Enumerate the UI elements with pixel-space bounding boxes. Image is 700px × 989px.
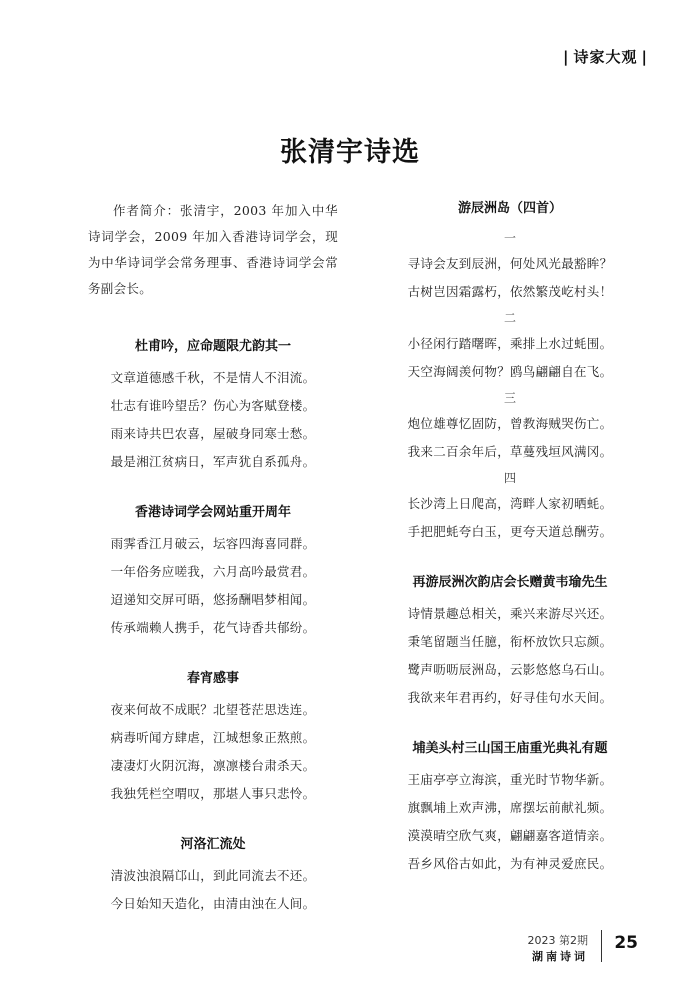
poem-line: 王庙亭亭立海滨，重光时节物华新。 (407, 772, 613, 787)
poem-title: 游辰洲岛（四首） (457, 201, 562, 216)
poem-line: 病毒听闻方肆虐，江城想象正熬煎。 (110, 730, 316, 745)
page-title: 张清宇诗选 (280, 137, 420, 168)
magazine-name: 湖南诗词 (532, 950, 588, 963)
poem-title: 香港诗词学会网站重开周年 (134, 505, 291, 520)
poem-line: 炮位雄尊忆固防，曾教海贼哭伤亡。 (407, 416, 613, 431)
issue-label: 2023 第2期 (527, 934, 588, 947)
poem-line: 凄凄灯火阴沉海，凛凛楼台肃杀天。 (110, 758, 316, 773)
section-label: 诗家大观 (573, 48, 638, 66)
poem-line: 古树岂因霜露朽，依然繁茂屹村头！ (407, 284, 613, 299)
tag-bar-left: | (563, 48, 570, 66)
page-footer (0, 924, 700, 964)
poem-title: 再游辰洲次韵店会长赠黄韦瑜先生 (412, 575, 608, 590)
poem-line: 鹭声呖呖辰洲岛，云影悠悠乌石山。 (407, 662, 613, 677)
poem-line: 传承端赖人携手，花气诗香共郁纷。 (110, 620, 316, 635)
tag-bar-right: | (641, 48, 648, 66)
footer-divider (601, 930, 602, 962)
poem-title: 河洛汇流处 (180, 837, 246, 852)
stanza-number: 一 (503, 231, 516, 245)
page-number: 25 (614, 933, 638, 953)
poem (88, 668, 338, 808)
stanza-number: 四 (503, 471, 516, 485)
poem-line: 漠漠晴空欣气爽，翩翩嘉客道情亲。 (407, 828, 613, 843)
poem-line: 吾乡风俗古如此，为有神灵爱庶民。 (407, 856, 613, 871)
poem-series (385, 198, 635, 546)
poem-line: 秉笔留题当任臆，衔杯放饮只忘颜。 (407, 634, 613, 649)
poem-line: 夜来何故不成眠？北望苍茫思迭连。 (110, 702, 316, 717)
poem-line: 我来二百余年后，草蔓残垣风满冈。 (407, 444, 613, 459)
right-column (385, 198, 635, 904)
poem (385, 738, 635, 878)
poem-line: 诗情景趣总相关，乘兴来游尽兴还。 (407, 606, 613, 621)
poem (88, 834, 338, 918)
poem-line: 今日始知天造化，由清由浊在人间。 (110, 896, 316, 911)
poem-line: 壮志有谁吟望岳？伤心为客赋登楼。 (110, 398, 316, 413)
poem-line: 文章道德感千秋，不是情人不泪流。 (110, 370, 316, 385)
poem-title: 杜甫吟，应命题限尤韵其一 (134, 339, 291, 354)
poem-line: 小径闲行踏曙晖，乘排上水过蚝围。 (407, 336, 613, 351)
poem-line: 一年俗务应嗟我，六月高吟最赏君。 (110, 564, 316, 579)
poem-title: 埔美头村三山国王庙重光典礼有题 (412, 741, 608, 756)
poem-line: 长沙湾上日爬高，湾畔人家初晒蚝。 (407, 496, 613, 511)
poem-title: 春宵感事 (186, 671, 239, 686)
poem-line: 我独凭栏空喟叹，那堪人事只悲怜。 (110, 786, 316, 801)
poem-line: 寻诗会友到辰洲，何处风光最豁眸？ (407, 256, 613, 271)
poem-line: 天空海阔羡何物？鸥鸟翩翩自在飞。 (407, 364, 613, 379)
stanza-number: 三 (503, 391, 516, 405)
poem-line: 手把肥蚝夸白玉，更夸天道总酬劳。 (407, 524, 613, 539)
author-intro: 作者简介：张清宇，2003 年加入中华诗词学会，2009 年加入香港诗词学会，现为中华诗词学会常务理事、香港诗词学会常务副会长。 (88, 203, 338, 296)
stanza-number: 二 (503, 311, 516, 325)
poem-line: 迢递知交屏可晤，悠扬酬唱梦相闻。 (110, 592, 316, 607)
poem-line: 最是湘江贫病日，军声犹自系孤舟。 (110, 454, 316, 469)
poem-line: 雨霁香江月破云，坛容四海喜同群。 (110, 536, 316, 551)
poem-line: 雨来诗共巴农喜，屋破身同寒士愁。 (110, 426, 316, 441)
poem-line: 旗飘埔上欢声沸，席摆坛前献礼频。 (407, 800, 613, 815)
section-tag (559, 46, 652, 67)
poem-line: 清波浊浪隔邙山，到此同流去不还。 (110, 868, 316, 883)
poem (385, 572, 635, 712)
poem (88, 502, 338, 642)
left-column (88, 198, 338, 944)
poem (88, 336, 338, 476)
poem-line: 我欲来年君再约，好寻佳句水天间。 (407, 690, 613, 705)
